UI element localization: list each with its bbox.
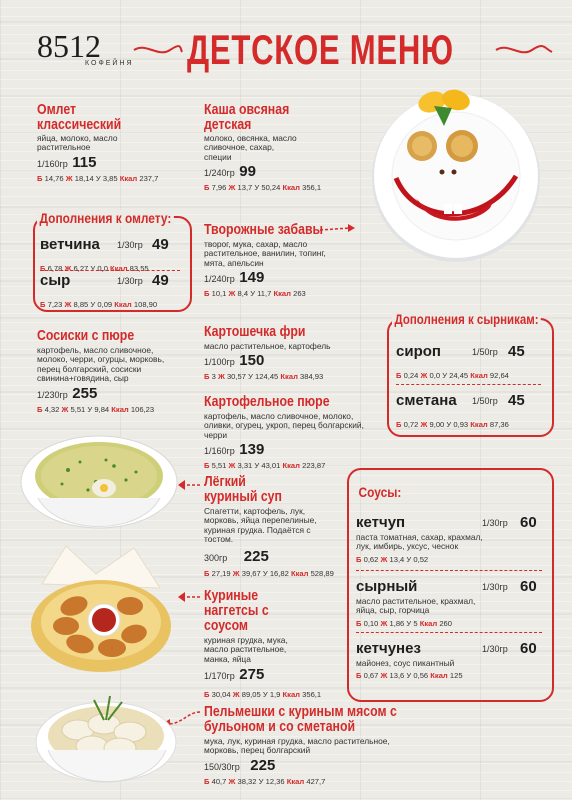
item-title: Картошечка фри	[204, 323, 306, 340]
item-title: Лёгкий куриный суп	[204, 473, 282, 505]
nutrition-line: Б 0,62 Ж 13,4 У 0,52	[356, 554, 429, 564]
syrniki-additions-heading: Дополнения к сырникам:	[392, 312, 541, 327]
item-portion: 1/160гр	[204, 446, 235, 457]
soup-bowl-image	[18, 432, 180, 540]
menu-item-pelmeni	[204, 704, 464, 786]
item-ingredients: молоко, овсянка, масло сливочное, сахар, специи	[204, 133, 297, 162]
addition-name: сироп	[396, 343, 441, 360]
item-price: 139	[239, 441, 265, 459]
nutrition-line: Б 40,7 Ж 38,32 У 12,36 Ккал 427,7	[204, 776, 326, 786]
nutrition-line: Б 14,76 Ж 18,14 У 3,85 Ккал 237,7	[37, 173, 159, 183]
nutrition-line: Б 0,10 Ж 1,86 У 5 Ккал 260	[356, 618, 452, 628]
item-price: 225	[243, 547, 269, 565]
sauces-heading: Соусы:	[358, 484, 402, 500]
item-portion: 1/230гр	[37, 389, 68, 400]
pelmeni-bowl-image	[34, 680, 184, 796]
sauce-ingredients: масло растительное, крахмал, яйца, сыр, горчица	[356, 596, 476, 616]
menu-item-nuggets	[204, 588, 354, 699]
nutrition-line: Б 0,24 Ж 0,0 У 24,45 Ккал 92,64	[396, 371, 509, 380]
logo-number: 8512	[37, 28, 101, 64]
item-ingredients: куриная грудка, мука, масло растительное, манка, яйца	[204, 635, 288, 664]
nutrition-line: Б 7,23 Ж 8,85 У 0,09 Ккал 108,90	[40, 300, 158, 309]
arrow-right-icon	[318, 222, 358, 236]
item-price: 149	[239, 269, 265, 287]
nutrition-line: Б 5,51 Ж 3,31 У 43,01 Ккал 223,87	[204, 461, 326, 471]
nutrition-line: Б 6,78 Ж 6,27 У 0,0 Ккал 83,55	[40, 264, 149, 273]
item-ingredients: масло растительное, картофель	[204, 341, 331, 351]
sauce-ingredients: майонез, соус пикантный	[356, 658, 455, 668]
item-portion: 1/170гр	[204, 671, 235, 682]
addition-name: сметана	[396, 392, 457, 409]
sauce-cheese: сырный 1/30гр 60 масло растительное, крахмал, яйца, сыр, горчица Б 0,10 Ж 1,86 У 5 Ккал 260	[356, 578, 546, 628]
nuggets-basket-image	[26, 544, 176, 678]
addition-name: сыр	[40, 272, 71, 289]
item-portion: 1/160гр	[37, 158, 68, 169]
item-ingredients: творог, мука, сахар, масло растительное, ванилин, топинг, мята, апельсин	[204, 239, 326, 268]
addition-sour-cream: сметана 1/50гр 45 Б 0,72 Ж 9,00 У 0,93 Ккал 87,36	[396, 392, 544, 429]
divider	[396, 384, 541, 385]
menu-item-mash	[204, 394, 384, 470]
item-price: 115	[72, 153, 97, 171]
item-title: Куриные наггетсы с соусом	[204, 587, 269, 634]
item-portion: 1/100гр	[204, 357, 235, 368]
item-title: Каша овсяная детская	[204, 101, 290, 133]
page-title: ДЕТСКОЕ МЕНЮ	[187, 26, 454, 73]
item-title: Творожные забавы	[204, 221, 324, 238]
item-portion: 300гр	[204, 552, 228, 563]
nutrition-line: Б 4,32 Ж 5,51 У 9,84 Ккал 106,23	[37, 404, 155, 414]
item-price: 255	[72, 384, 98, 402]
omelet-additions-heading: Дополнения к омлету:	[37, 210, 174, 226]
menu-item-fries	[204, 324, 384, 381]
item-ingredients: картофель, масло сливочное, молоко, черри, огурцы, морковь, перец болгарский, сосиски свинина+говядина, сыр	[37, 345, 165, 384]
menu-item-sausages	[37, 328, 187, 414]
addition-ham: ветчина 1/30гр 49 Б 6,78 Ж 6,27 У 0,0 Ккал 83,55	[40, 236, 182, 273]
nutrition-line: Б 0,67 Ж 13,6 У 0,56 Ккал 125	[356, 671, 463, 681]
addition-cheese: сыр 1/30гр 49 Б 7,23 Ж 8,85 У 0,09 Ккал 108,90	[40, 272, 182, 309]
nutrition-line: Б 27,19 Ж 39,67 У 16,82 Ккал 528,89	[204, 568, 334, 578]
item-title: Сосиски с пюре	[37, 327, 135, 344]
logo-subtitle: КОФЕЙНЯ	[85, 60, 134, 67]
item-ingredients: мука, лук, куриная грудка, масло растительное, морковь, перец болгарский	[204, 736, 390, 756]
divider	[40, 270, 180, 271]
addition-syrup: сироп 1/50гр 45 Б 0,24 Ж 0,0 У 24,45 Ккал 92,64	[396, 343, 544, 380]
item-title: Омлет классический	[37, 101, 122, 133]
item-price: 225	[250, 756, 276, 774]
menu-item-omelet	[37, 102, 177, 183]
sauce-ketchunez: кетчунез 1/30гр 60 майонез, соус пикантный Б 0,67 Ж 13,6 У 0,56 Ккал 125	[356, 640, 546, 680]
item-ingredients: картофель, масло сливочное, молоко, оливки, огурец, укроп, перец болгарский, черри	[204, 411, 364, 440]
nutrition-line: Б 30,04 Ж 89,05 У 1,9 Ккал 356,1	[204, 690, 322, 700]
nutrition-line: Б 3 Ж 30,57 У 124,45 Ккал 384,93	[204, 372, 324, 382]
item-price: 275	[239, 666, 265, 684]
sauce-name: кетчунез	[356, 640, 421, 657]
title-swash-left	[132, 44, 184, 58]
sauce-name: кетчуп	[356, 514, 406, 531]
divider	[356, 570, 542, 571]
item-ingredients: яйца, молоко, масло растительное	[37, 133, 118, 153]
sauce-ingredients: паста томатная, сахар, крахмал, лук, имбирь, уксус, чеснок	[356, 532, 483, 552]
item-ingredients: Спагетти, картофель, лук, морковь, яйца перепелиные, куриная грудка. Подаётся с тостом.	[204, 506, 317, 545]
item-portion: 1/240гр	[204, 274, 235, 285]
menu-item-soup	[204, 474, 354, 578]
arrow-left-icon	[176, 590, 202, 604]
divider	[356, 632, 542, 633]
nutrition-line: Б 10,1 Ж 8,4 У 11,7 Ккал 263	[204, 289, 306, 299]
nutrition-line: Б 0,72 Ж 9,00 У 0,93 Ккал 87,36	[396, 420, 509, 429]
item-portion: 1/240гр	[204, 168, 235, 179]
title-swash-right	[494, 44, 554, 58]
addition-name: ветчина	[40, 236, 100, 253]
logo	[37, 30, 132, 72]
item-portion: 150/30гр	[204, 761, 240, 772]
item-title: Картофельное пюре	[204, 393, 330, 410]
sauce-name: сырный	[356, 578, 418, 595]
syrniki-plate-image	[366, 86, 546, 266]
nutrition-line: Б 7,96 Ж 13,7 У 50,24 Ккал 356,1	[204, 183, 322, 193]
item-title: Пельмешки с куриным мясом с бульоном и со сметаной	[204, 703, 397, 735]
menu-item-oatmeal	[204, 102, 354, 192]
sauce-ketchup: кетчуп 1/30гр 60 паста томатная, сахар, крахмал, лук, имбирь, уксус, чеснок Б 0,62 Ж 13,4 У 0,52	[356, 514, 546, 564]
item-price: 150	[239, 352, 265, 370]
item-price: 99	[239, 163, 256, 181]
